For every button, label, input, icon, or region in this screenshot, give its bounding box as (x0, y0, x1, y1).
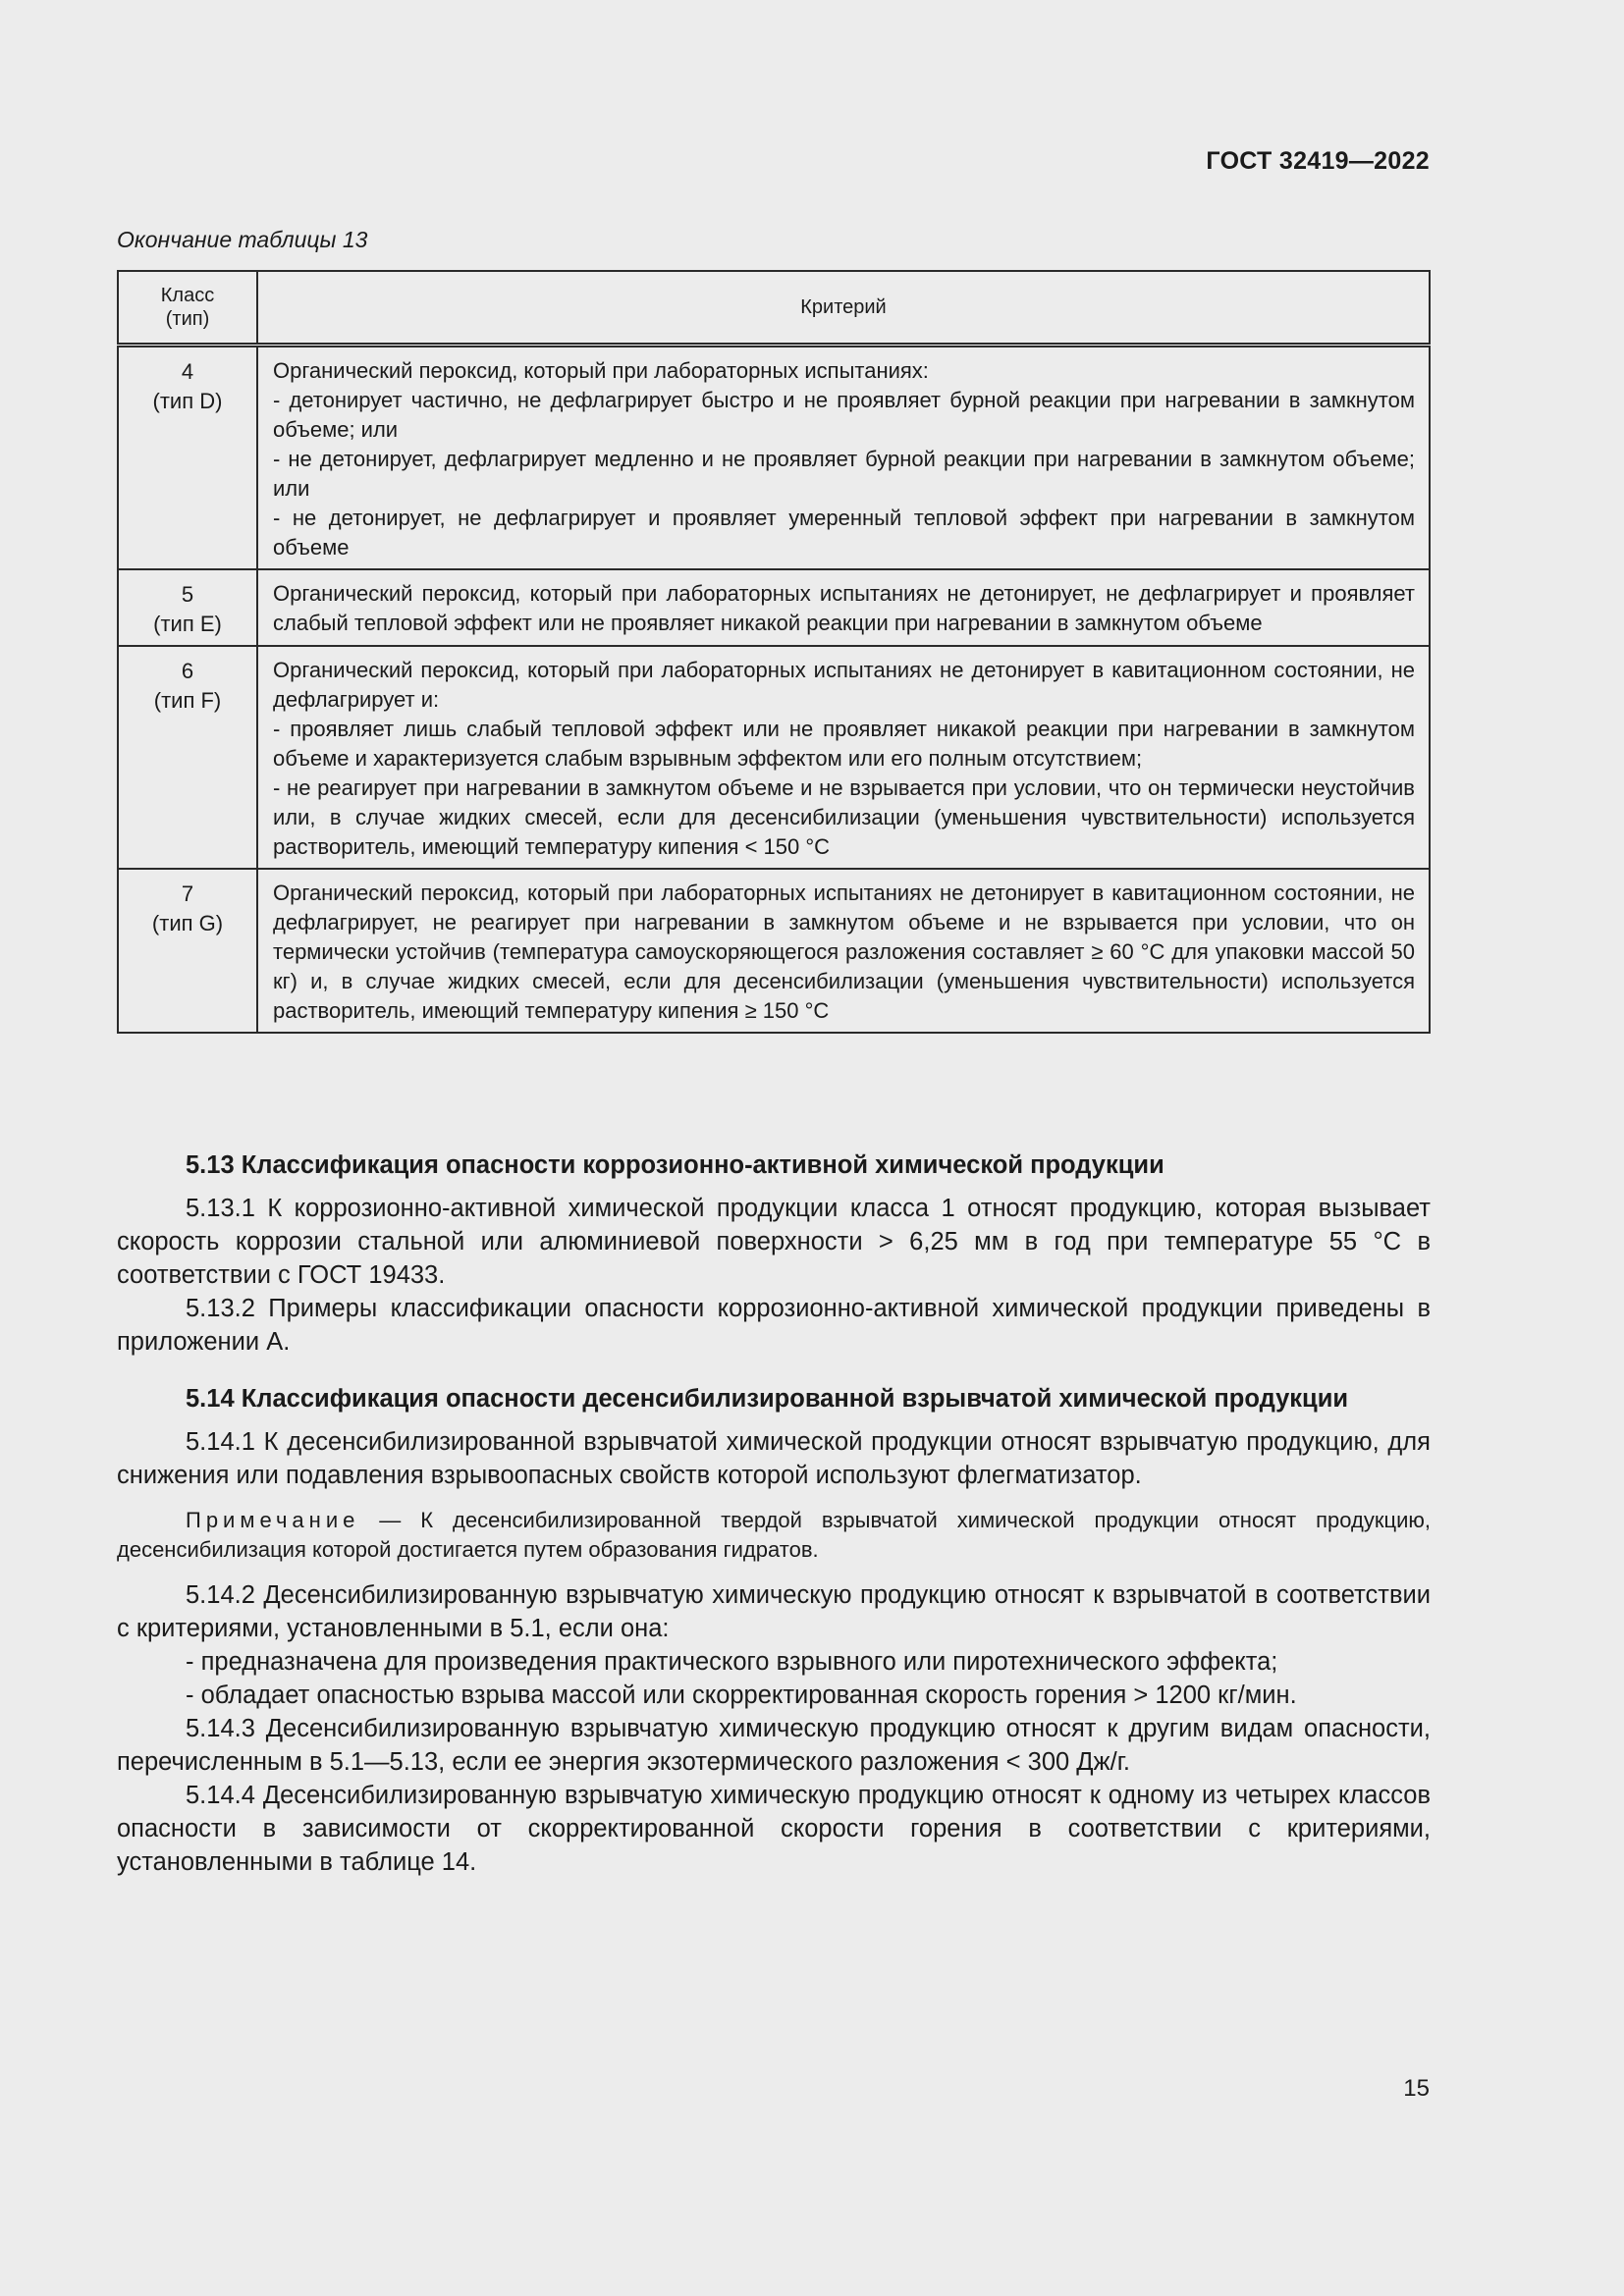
class-cell (118, 869, 257, 1033)
criterion-line: Органический пероксид, который при лабораторных испытаниях не детонирует, не дефлагрирует и проявляет слабый тепловой эффект или не проявляет никакой реакции при нагревании в замкнутом объеме (273, 581, 1415, 635)
note-text: — К десенсибилизированной твердой взрывчатой химической продукции относят продукцию, десенсибилизация которой достигается путем образования гидратов. (117, 1508, 1431, 1562)
class-value: 4 (тип D) (152, 359, 223, 413)
criteria-table (117, 270, 1431, 1034)
criterion-cell (257, 346, 1430, 570)
class-cell (118, 569, 257, 646)
list-item: - предназначена для произведения практического взрывного или пиротехнического эффекта; (186, 1648, 1278, 1676)
paragraph-5-14-2: 5.14.2 Десенсибилизированную взрывчатую химическую продукцию относят к взрывчатой в соответствии с критериями, установленными в 5.1, если она: (117, 1581, 1431, 1642)
criterion-line: - проявляет лишь слабый тепловой эффект или не проявляет никакой реакции при нагревании в замкнутом объеме и характеризуется слабым взрывным эффектом или его полным отсутствием; (273, 717, 1415, 771)
criterion-line: - не детонирует, не дефлагрирует и проявляет умеренный тепловой эффект при нагревании в замкнутом объеме (273, 506, 1415, 560)
body-content (117, 1148, 1431, 1879)
criterion-cell (257, 869, 1430, 1033)
table-row (118, 646, 1430, 869)
header-criterion: Критерий (257, 271, 1430, 346)
paragraph-5-13-1: 5.13.1 К коррозионно-активной химической продукции класса 1 относят продукцию, которая вызывает скорость коррозии стальной или алюминиевой поверхности > 6,25 мм в год при температуре 55 °C в соответствии с ГОСТ 19433. (117, 1195, 1431, 1289)
table-caption: Окончание таблицы 13 (117, 227, 368, 252)
criterion-line: Органический пероксид, который при лабораторных испытаниях не детонирует в кавитационном состоянии, не дефлагрирует, не реагирует при нагревании в замкнутом объеме и не взрывается при условии, что он термически устойчив (температура самоускоряющегося разложения составляет ≥ 60 °C для упаковки массой 50 кг) и, в случае жидких смесей, если для десенсибилизации (уменьшения чувствительности) используется растворитель, имеющий температуру кипения ≥ 150 °C (273, 881, 1415, 1023)
table-header-row (118, 271, 1430, 346)
page-number: 15 (1403, 2075, 1430, 2102)
table-row (118, 346, 1430, 570)
class-cell (118, 646, 257, 869)
header-class-label: Класс (тип) (160, 285, 215, 330)
section-heading-5-14: 5.14 Классификация опасности десенсибилизированной взрывчатой химической продукции (186, 1385, 1349, 1413)
paragraph-5-13-2: 5.13.2 Примеры классификации опасности коррозионно-активной химической продукции приведены в приложении А. (117, 1295, 1431, 1356)
paragraph-5-14-4: 5.14.4 Десенсибилизированную взрывчатую химическую продукцию относят к одному из четырех классов опасности в зависимости от скорректированной скорости горения в соответствии с критериями, установленными в таблице 14. (117, 1782, 1431, 1876)
criterion-cell (257, 569, 1430, 646)
class-value: 5 (тип E) (153, 582, 222, 636)
list-item: - обладает опасностью взрыва массой или скорректированная скорость горения > 1200 кг/мин. (186, 1682, 1297, 1709)
criterion-line: Органический пероксид, который при лабораторных испытаниях не детонирует в кавитационном состоянии, не дефлагрирует и: (273, 658, 1415, 712)
criterion-line: - не реагирует при нагревании в замкнутом объеме и не взрывается при условии, что он термически неустойчив или, в случае жидких смесей, если для десенсибилизации (уменьшения чувствительности) используется растворитель, имеющий температуру кипения < 150 °C (273, 775, 1415, 859)
paragraph-5-14-3: 5.14.3 Десенсибилизированную взрывчатую химическую продукцию относят к другим видам опасности, перечисленным в 5.1—5.13, если ее энергия экзотермического разложения < 300 Дж/г. (117, 1715, 1431, 1776)
criterion-line: Органический пероксид, который при лабораторных испытаниях: (273, 358, 929, 383)
header-class (118, 271, 257, 346)
table-row (118, 869, 1430, 1033)
section-heading-5-13: 5.13 Классификация опасности коррозионно-активной химической продукции (186, 1151, 1164, 1179)
criterion-line: - детонирует частично, не дефлагрирует быстро и не проявляет бурной реакции при нагревании в замкнутом объеме; или (273, 388, 1415, 442)
table-row (118, 569, 1430, 646)
paragraph-5-14-1: 5.14.1 К десенсибилизированной взрывчатой химической продукции относят взрывчатую продукцию, для снижения или подавления взрывоопасных свойств которой используют флегматизатор. (117, 1428, 1431, 1489)
note-label: Примечание (186, 1508, 360, 1532)
class-value: 7 (тип G) (151, 881, 224, 935)
criterion-line: - не детонирует, дефлагрирует медленно и не проявляет бурной реакции при нагревании в замкнутом объеме; или (273, 447, 1415, 501)
criterion-cell (257, 646, 1430, 869)
class-cell (118, 346, 257, 570)
note (117, 1506, 1431, 1565)
document-standard-code: ГОСТ 32419—2022 (1206, 147, 1430, 175)
class-value: 6 (тип F) (153, 659, 222, 713)
